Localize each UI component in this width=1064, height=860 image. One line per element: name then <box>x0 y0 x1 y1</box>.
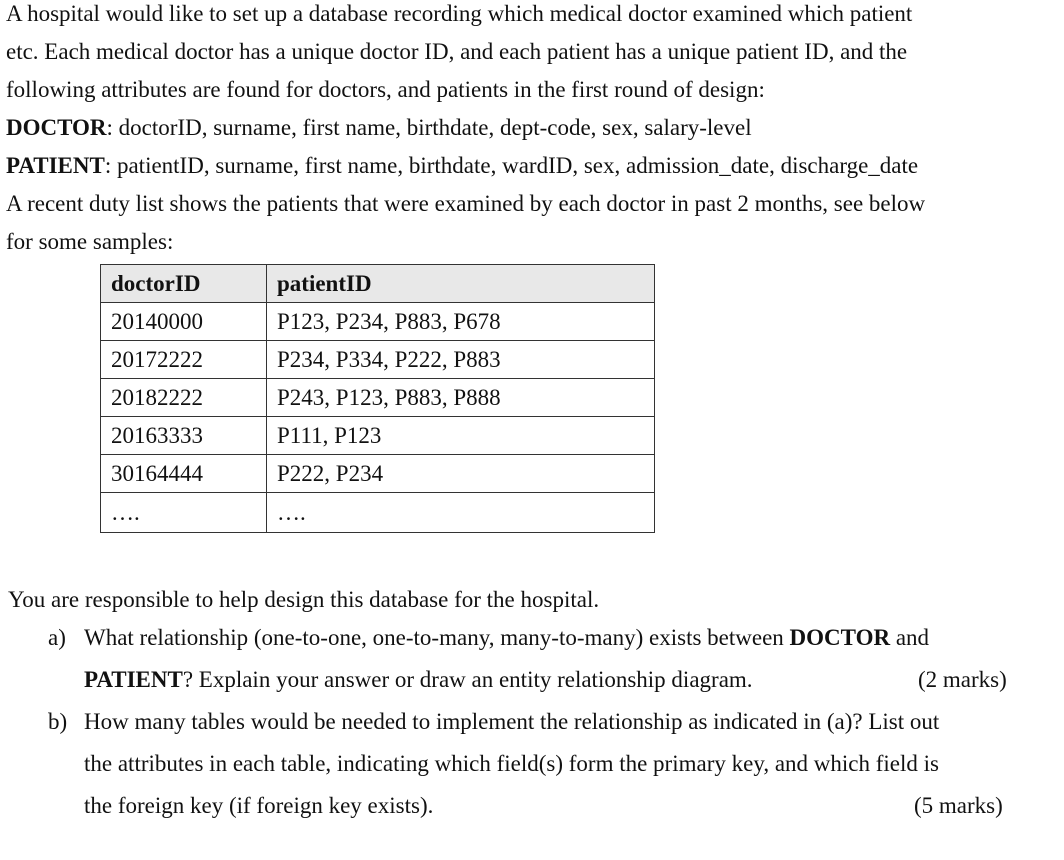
duty-intro-line-1: A recent duty list shows the patients that were examined by each doctor in past 2 months, see below <box>6 191 926 216</box>
cell-patient-ids: P234, P334, P222, P883 <box>267 341 655 379</box>
question-a-text-post: and <box>890 625 930 650</box>
patient-attributes: : patientID, surname, first name, birthdate, wardID, sex, admission_date, discharge_date <box>104 153 919 178</box>
cell-doctor-id: 20163333 <box>101 417 267 455</box>
duty-intro-line-2: for some samples: <box>6 229 174 254</box>
header-patient-id: patientID <box>267 265 655 303</box>
duty-list-table <box>100 264 655 533</box>
table-row <box>101 303 655 341</box>
intro-line-2: etc. Each medical doctor has a unique doctor ID, and each patient has a unique patient ID, and the <box>6 39 908 64</box>
question-a-line-2 <box>84 666 753 694</box>
table-row <box>101 455 655 493</box>
cell-doctor-id: 20140000 <box>101 303 267 341</box>
table-row <box>101 493 655 533</box>
task-statement: You are responsible to help design this database for the hospital. <box>8 587 600 612</box>
table-row <box>101 379 655 417</box>
table-row <box>101 417 655 455</box>
cell-patient-ids: P123, P234, P883, P678 <box>267 303 655 341</box>
table-row <box>101 341 655 379</box>
question-b-marks: (5 marks) <box>914 793 1003 818</box>
doctor-entity-label: DOCTOR <box>6 115 107 140</box>
cell-doctor-id: 20172222 <box>101 341 267 379</box>
question-a-label: a) <box>48 625 66 650</box>
cell-doctor-id: 30164444 <box>101 455 267 493</box>
patient-entity-label: PATIENT <box>6 153 105 178</box>
doctor-attributes-line <box>6 114 752 142</box>
intro-line-3: following attributes are found for doctors, and patients in the first round of design: <box>6 77 765 102</box>
question-a-doctor-bold: DOCTOR <box>789 625 891 650</box>
question-b-line-2: the attributes in each table, indicating which field(s) form the primary key, and which field is <box>84 751 939 776</box>
cell-patient-ids: P243, P123, P883, P888 <box>267 379 655 417</box>
cell-doctor-id: …. <box>101 493 267 533</box>
doctor-attributes: : doctorID, surname, first name, birthdate, dept-code, sex, salary-level <box>106 115 752 140</box>
cell-patient-ids: P222, P234 <box>267 455 655 493</box>
cell-doctor-id: 20182222 <box>101 379 267 417</box>
question-a-text-pre: What relationship (one-to-one, one-to-many, many-to-many) exists between <box>84 625 790 650</box>
header-doctor-id: doctorID <box>101 265 267 303</box>
cell-patient-ids: P111, P123 <box>267 417 655 455</box>
question-b-line-1: How many tables would be needed to implement the relationship as indicated in (a)? List out <box>84 709 940 734</box>
patient-attributes-line <box>6 152 918 180</box>
question-b-label: b) <box>48 709 68 734</box>
question-a-line-1 <box>84 624 929 652</box>
question-b-line-3: the foreign key (if foreign key exists). <box>84 793 434 818</box>
question-a-patient-bold: PATIENT <box>84 667 183 692</box>
question-a-marks: (2 marks) <box>918 667 1007 692</box>
intro-line-1: A hospital would like to set up a database recording which medical doctor examined which patient <box>6 1 913 26</box>
table-header-row <box>101 265 655 303</box>
question-a-text-end: ? Explain your answer or draw an entity relationship diagram. <box>182 667 753 692</box>
cell-patient-ids: …. <box>267 493 655 533</box>
